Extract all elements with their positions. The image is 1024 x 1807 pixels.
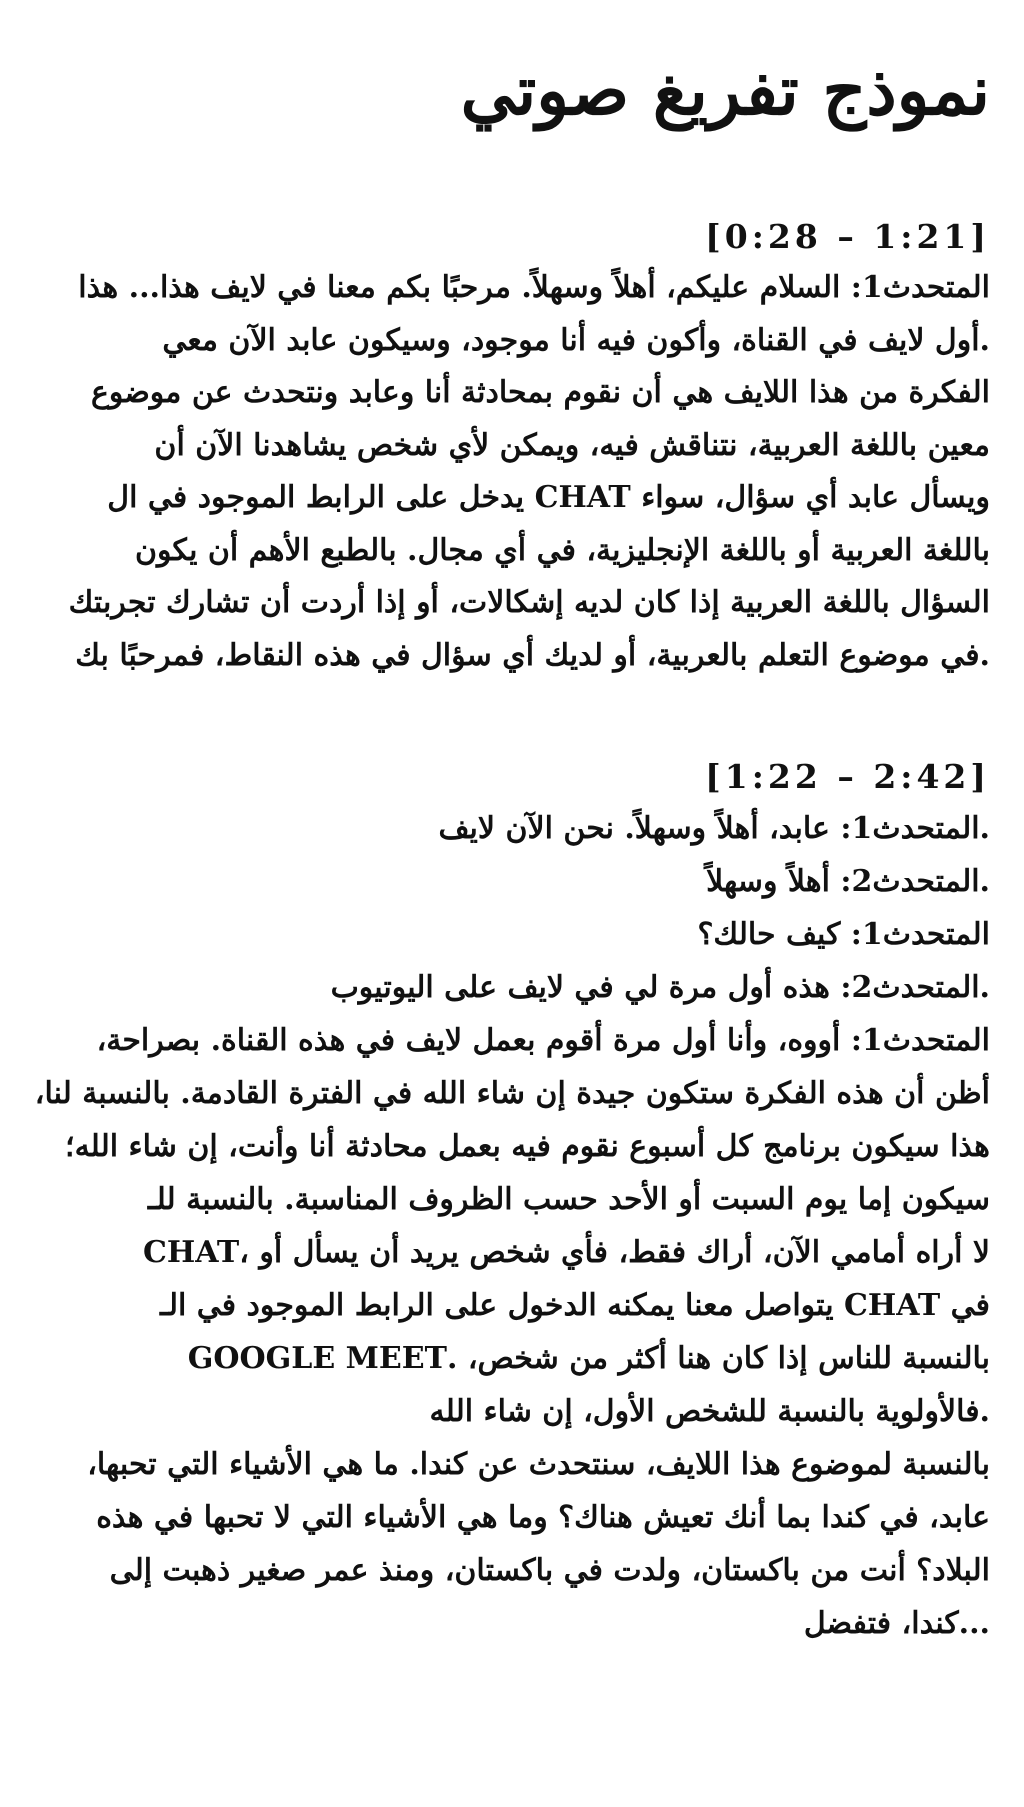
- section-timestamp: [0:28 – 1:21]: [705, 217, 990, 256]
- transcript-line: باللغة العربية أو باللغة الإنجليزية، في أي مجال. بالطبع الأهم أن يكون: [134, 532, 990, 568]
- transcript-line: أظن أن هذه الفكرة ستكون جيدة إن شاء الله في الفترة القادمة. بالنسبة لنا،: [34, 1076, 990, 1111]
- transcript-line: ...كندا، فتفضل: [803, 1606, 990, 1641]
- transcript-line: ويسأل عابد أي سؤال، سواء CHAT يدخل على الرابط الموجود في ال: [107, 480, 990, 515]
- transcript-line: هذا سيكون برنامج كل أسبوع نقوم فيه بعمل محادثة أنا وأنت، إن شاء الله؛: [65, 1129, 990, 1164]
- transcript-line: البلاد؟ أنت من باكستان، ولدت في باكستان، ومنذ عمر صغير ذهبت إلى: [109, 1553, 990, 1588]
- transcript-line: السؤال باللغة العربية إذا كان لديه إشكالات، أو إذا أردت أن تشارك تجربتك: [68, 585, 990, 620]
- transcript-line: بالنسبة للناس إذا كان هنا أكثر من شخص، .GOOGLE MEET: [187, 1341, 990, 1376]
- transcript-line: .فالأولوية بالنسبة للشخص الأول، إن شاء الله: [429, 1394, 990, 1429]
- section-timestamp: [1:22 – 2:42]: [705, 757, 990, 796]
- transcript-line: معين باللغة العربية، نتناقش فيه، ويمكن لأي شخص يشاهدنا الآن أن: [154, 427, 990, 463]
- transcript-line: لا أراه أمامي الآن، أراك فقط، فأي شخص يريد أن يسأل أو ،CHAT: [143, 1235, 990, 1270]
- transcript-line: .المتحدث1: عابد، أهلاً وسهلاً. نحن الآن لايف: [438, 811, 990, 846]
- transcript-line: سيكون إما يوم السبت أو الأحد حسب الظروف المناسبة. بالنسبة للـ: [147, 1182, 990, 1217]
- transcript-line: المتحدث1: أووه، وأنا أول مرة أقوم بعمل لايف في هذه القناة. بصراحة،: [96, 1023, 990, 1058]
- transcript-line: .في موضوع التعلم بالعربية، أو لديك أي سؤال في هذه النقاط، فمرحبًا بك: [75, 637, 990, 673]
- transcript-line: المتحدث1: السلام عليكم، أهلاً وسهلاً. مرحبًا بكم معنا في لايف هذا... هذا: [78, 270, 990, 305]
- transcript-line: .المتحدث2: هذه أول مرة لي في لايف على اليوتيوب: [330, 970, 990, 1005]
- transcript-line: في CHAT يتواصل معنا يمكنه الدخول على الرابط الموجود في الـ: [160, 1288, 990, 1323]
- transcript-section-1: [12, 212, 990, 682]
- transcript-line: المتحدث1: كيف حالك؟: [697, 917, 990, 952]
- transcript-section-2: [12, 752, 990, 1650]
- transcript-line: بالنسبة لموضوع هذا اللايف، سنتحدث عن كندا. ما هي الأشياء التي تحبها،: [87, 1447, 990, 1482]
- transcript-line: عابد، في كندا بما أنك تعيش هناك؟ وما هي الأشياء التي لا تحبها في هذه: [96, 1500, 990, 1535]
- transcript-line: .أول لايف في القناة، وأكون فيه أنا موجود، وسيكون عابد الآن معي: [162, 322, 990, 358]
- transcript-line: .المتحدث2: أهلاً وسهلاً: [706, 864, 990, 899]
- transcript-line: الفكرة من هذا اللايف هي أن نقوم بمحادثة أنا وعابد ونتحدث عن موضوع: [90, 375, 990, 410]
- page-title: نموذج تفريغ صوتي: [460, 51, 990, 131]
